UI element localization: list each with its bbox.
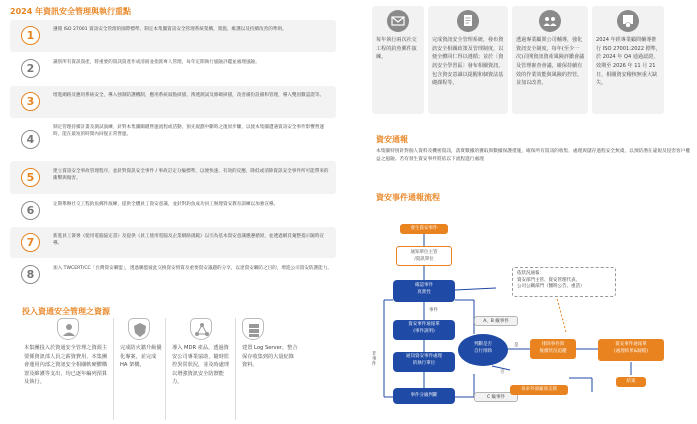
notification-title: 資安通報 (376, 135, 408, 144)
resource-text: 導入 MDR 產品，透過資安公司專業協助，隨時監控異常狀況，並及時處理以增強資訊安全防禦能力。 (172, 345, 230, 386)
measure-text: 完成資訊安全管理系統，發布資訊安全相關政策及管理制度，以便全體同仁得以遵循；並於〔資訊安全學習區〕發布相關資訊，包含資安意識以提醒和個資法基礎課程等。 (432, 37, 504, 87)
flow-classify: 事件分級判斷 (393, 388, 455, 404)
measure-text: 2024 年經專業顧問輔導推行 ISO 27001:2022 標準，於 2024 年 Q4 通過認證，效期至 2026 年 11 月 21 日，相關資安稽核無重大缺失。 (596, 37, 661, 87)
item-text: 制定管理持續計畫及測試演練，針對本集團關鍵營運流程或活動，預先規劃中斷時之復原步驟，以使本集團遭遇資訊安全事件影響營運時，能在最短的時間內回復正常營運。 (53, 125, 325, 138)
item-number: 5 (21, 168, 40, 187)
item-text: 建立資訊安全事故管理程序，並針對資訊安全事件 / 事故訂定分級標準，以便快速、有效的反應，降低或消除資訊安全事件所可能帶來的衝擊與傷害。 (53, 169, 329, 182)
flow-label-event: 事件 (429, 308, 438, 313)
flow-title: 資安事件通報流程 (376, 193, 440, 202)
flow-notify: 通知單位主管 /資訊單位 (396, 246, 452, 266)
flow-feedback: 資安事件通報單 (處理結果&歸檔) (598, 339, 664, 361)
flow-end: 結案 (616, 377, 646, 387)
resources-title: 投入資通安全管理之資源 (22, 307, 110, 316)
flow-confirm: 確認事件 真實性 (393, 280, 455, 302)
resource-text: 建置 Log Server，整合保存收集到的大量紀錄資料。 (242, 345, 298, 369)
flow-label-nonevent: 非事件 (372, 352, 377, 367)
item-text: 增進網路及應用系統安全，導入強制防護機制，應用系統弱點掃描、滲透測試及源碼掃描，改善備份設備和管理，導入雙因數認證等。 (53, 93, 325, 98)
flow-report: 資安事件通報單 (事件說明) (393, 320, 455, 340)
notification-text: 本集團特別針對個人資料及機密資訊，落實數據的獲取與數據保護措施，確保所有資訊的收集、處理與儲存過程安全無虞，以預防潛在違規及侵害客戶權益之風險。若有發生資安事件將依以下流程進行處理 (376, 149, 691, 162)
resource-text: 完成防火牆升級優化專案，並完成 HA 架構。 (120, 345, 162, 369)
item-number: 3 (21, 92, 40, 111)
section-title: 2024 年資訊安全管理與執行重點 (10, 7, 132, 16)
item-text: 定期舉辦社交工程釣魚郵件演練，提供全體員工資安意識，並針對釣魚成功員工辦理資安教育訓練以加強宣導。 (53, 202, 279, 207)
flow-exclude: 排除事件與 後續狀況追蹤 (530, 339, 576, 359)
item-number: 7 (21, 233, 40, 252)
item-text: 加入 TWCERT/CC「台灣資安聯盟」，透過聯盟彼此交換資安情資及重要資安議題的分享，以達資安聯防之目的，增進公司資安防護能力。 (53, 266, 332, 271)
item-text: 識別所有資訊資產，將重要的資訊資產作成清冊並指派專人管理，每年定期執行風險評鑑並處理風險。 (53, 60, 260, 65)
flow-judge: 判斷是否 自行排除 (458, 334, 508, 366)
flow-label-no: 否 (500, 370, 505, 375)
flow-start: 發生資安事件 (400, 224, 448, 234)
flow-level-ab: A、B 級事件 (474, 316, 518, 326)
item-text: 新進員工簽署《使用電腦協定書》及提供《員工使用電腦及企業網路規範》以引為基本資安意識應遵循原，並透過網頁彙整提示隨時宣導。 (53, 234, 325, 247)
flow-level-c: C 級事件 (474, 392, 518, 402)
flow-label-yes: 是 (514, 343, 519, 348)
item-number: 2 (21, 59, 40, 78)
resource-text: 本集團投入於資通安全管理之資源主要係資訊部人員之薪資費用、本集團會運用內部之資訊安全相關軟硬體購置及維護等支出，均已逐年編列預算及執行。 (24, 345, 108, 386)
item-number: 8 (21, 265, 40, 284)
item-number: 6 (21, 201, 40, 220)
measure-text: 每年執行兩次社交工程的釣魚郵件演練。 (376, 37, 417, 61)
flow-execute: 通知資安事件處理 的執行單位 (393, 352, 455, 372)
item-number: 4 (21, 130, 40, 149)
item-text: 遵循 ISO 27001 資訊安全管理的國際標準，制定本集團資訊安全管理系統架構，實施、維護以及持續改善的準則。 (53, 27, 287, 32)
item-number: 1 (21, 26, 40, 45)
flow-note: 依狀況通報： 資安部門主管、資安管理代表、 公司公關部門（醫明公告、重活） (512, 267, 616, 297)
measure-text: 透過專業顧問公司輔導，強化資訊安全制度，每年(至少一次)召開資訊資產風險評鑑會議及管理審查會議，確保持續有效的作業效能與風險的控管，並加以改善。 (516, 37, 585, 87)
flow-external: 尋求外部廠商支援 (510, 385, 568, 395)
